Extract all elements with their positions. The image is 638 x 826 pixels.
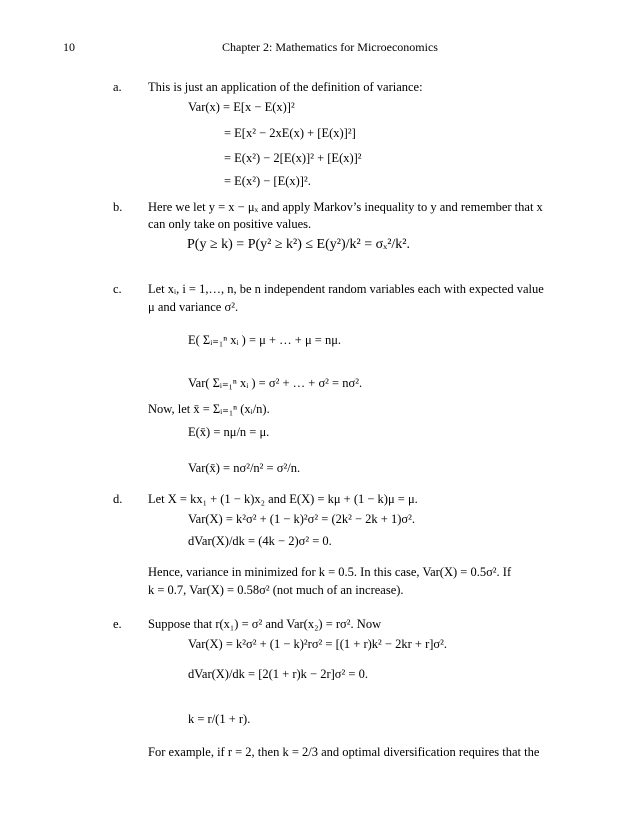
- item-e-after: For example, if r = 2, then k = 2/3 and optimal diversification requires that the: [148, 745, 540, 759]
- item-e-intro: Suppose that r(x₁) = σ² and Var(x₂) = rσ². Now: [148, 617, 382, 631]
- item-c-intro-2: μ and variance σ².: [148, 300, 239, 314]
- item-d-after-2: k = 0.7, Var(X) = 0.58σ² (not much of an increase).: [148, 583, 404, 597]
- item-b-intro-2: can only take on positive values.: [148, 217, 312, 231]
- item-e-eq-3: k = r/(1 + r).: [188, 712, 251, 726]
- item-a-intro: This is just an application of the definition of variance:: [148, 80, 423, 94]
- page-number: 10: [63, 40, 75, 54]
- item-label-a: a.: [113, 80, 122, 94]
- item-b-eq-1: P(y ≥ k) = P(y² ≥ k²) ≤ E(y²)/k² = σₓ²/k².: [187, 237, 411, 252]
- item-c-eq-1: E( Σᵢ₌₁ⁿ xᵢ ) = μ + … + μ = nμ.: [188, 333, 342, 347]
- item-a-eq-1: Var(x) = E[x − E(x)]²: [188, 100, 295, 114]
- item-a-eq-2: = E[x² − 2xE(x) + [E(x)]²]: [224, 126, 356, 140]
- item-c-eq-4: Var(x̄) = nσ²/n² = σ²/n.: [188, 461, 301, 475]
- item-label-b: b.: [113, 200, 123, 214]
- item-c-intro: Let xᵢ, i = 1,…, n, be n independent random variables each with expected value: [148, 282, 544, 296]
- item-e-eq-1: Var(X) = k²σ² + (1 − k)²rσ² = [(1 + r)k² − 2kr + r]σ².: [188, 637, 448, 651]
- item-label-d: d.: [113, 492, 123, 506]
- item-d-intro: Let X = kx₁ + (1 − k)x₂ and E(X) = kμ + (1 − k)μ = μ.: [148, 492, 418, 506]
- item-c-now: Now, let x̄ = Σᵢ₌₁ⁿ (xᵢ/n).: [148, 402, 270, 416]
- item-label-c: c.: [113, 282, 122, 296]
- running-header: Chapter 2: Mathematics for Microeconomics: [222, 40, 438, 54]
- item-label-e: e.: [113, 617, 122, 631]
- item-a-eq-3: = E(x²) − 2[E(x)]² + [E(x)]²: [224, 151, 362, 165]
- item-d-eq-2: dVar(X)/dk = (4k − 2)σ² = 0.: [188, 534, 332, 548]
- item-d-after: Hence, variance in minimized for k = 0.5. In this case, Var(X) = 0.5σ². If: [148, 565, 512, 579]
- item-b-intro: Here we let y = x − μₓ and apply Markov’s inequality to y and remember that x: [148, 200, 543, 214]
- item-c-eq-2: Var( Σᵢ₌₁ⁿ xᵢ ) = σ² + … + σ² = nσ².: [188, 376, 363, 390]
- item-c-eq-3: E(x̄) = nμ/n = μ.: [188, 425, 270, 439]
- item-e-eq-2: dVar(X)/dk = [2(1 + r)k − 2r]σ² = 0.: [188, 667, 368, 681]
- item-a-eq-4: = E(x²) − [E(x)]².: [224, 174, 311, 188]
- item-d-eq-1: Var(X) = k²σ² + (1 − k)²σ² = (2k² − 2k + 1)σ².: [188, 512, 415, 526]
